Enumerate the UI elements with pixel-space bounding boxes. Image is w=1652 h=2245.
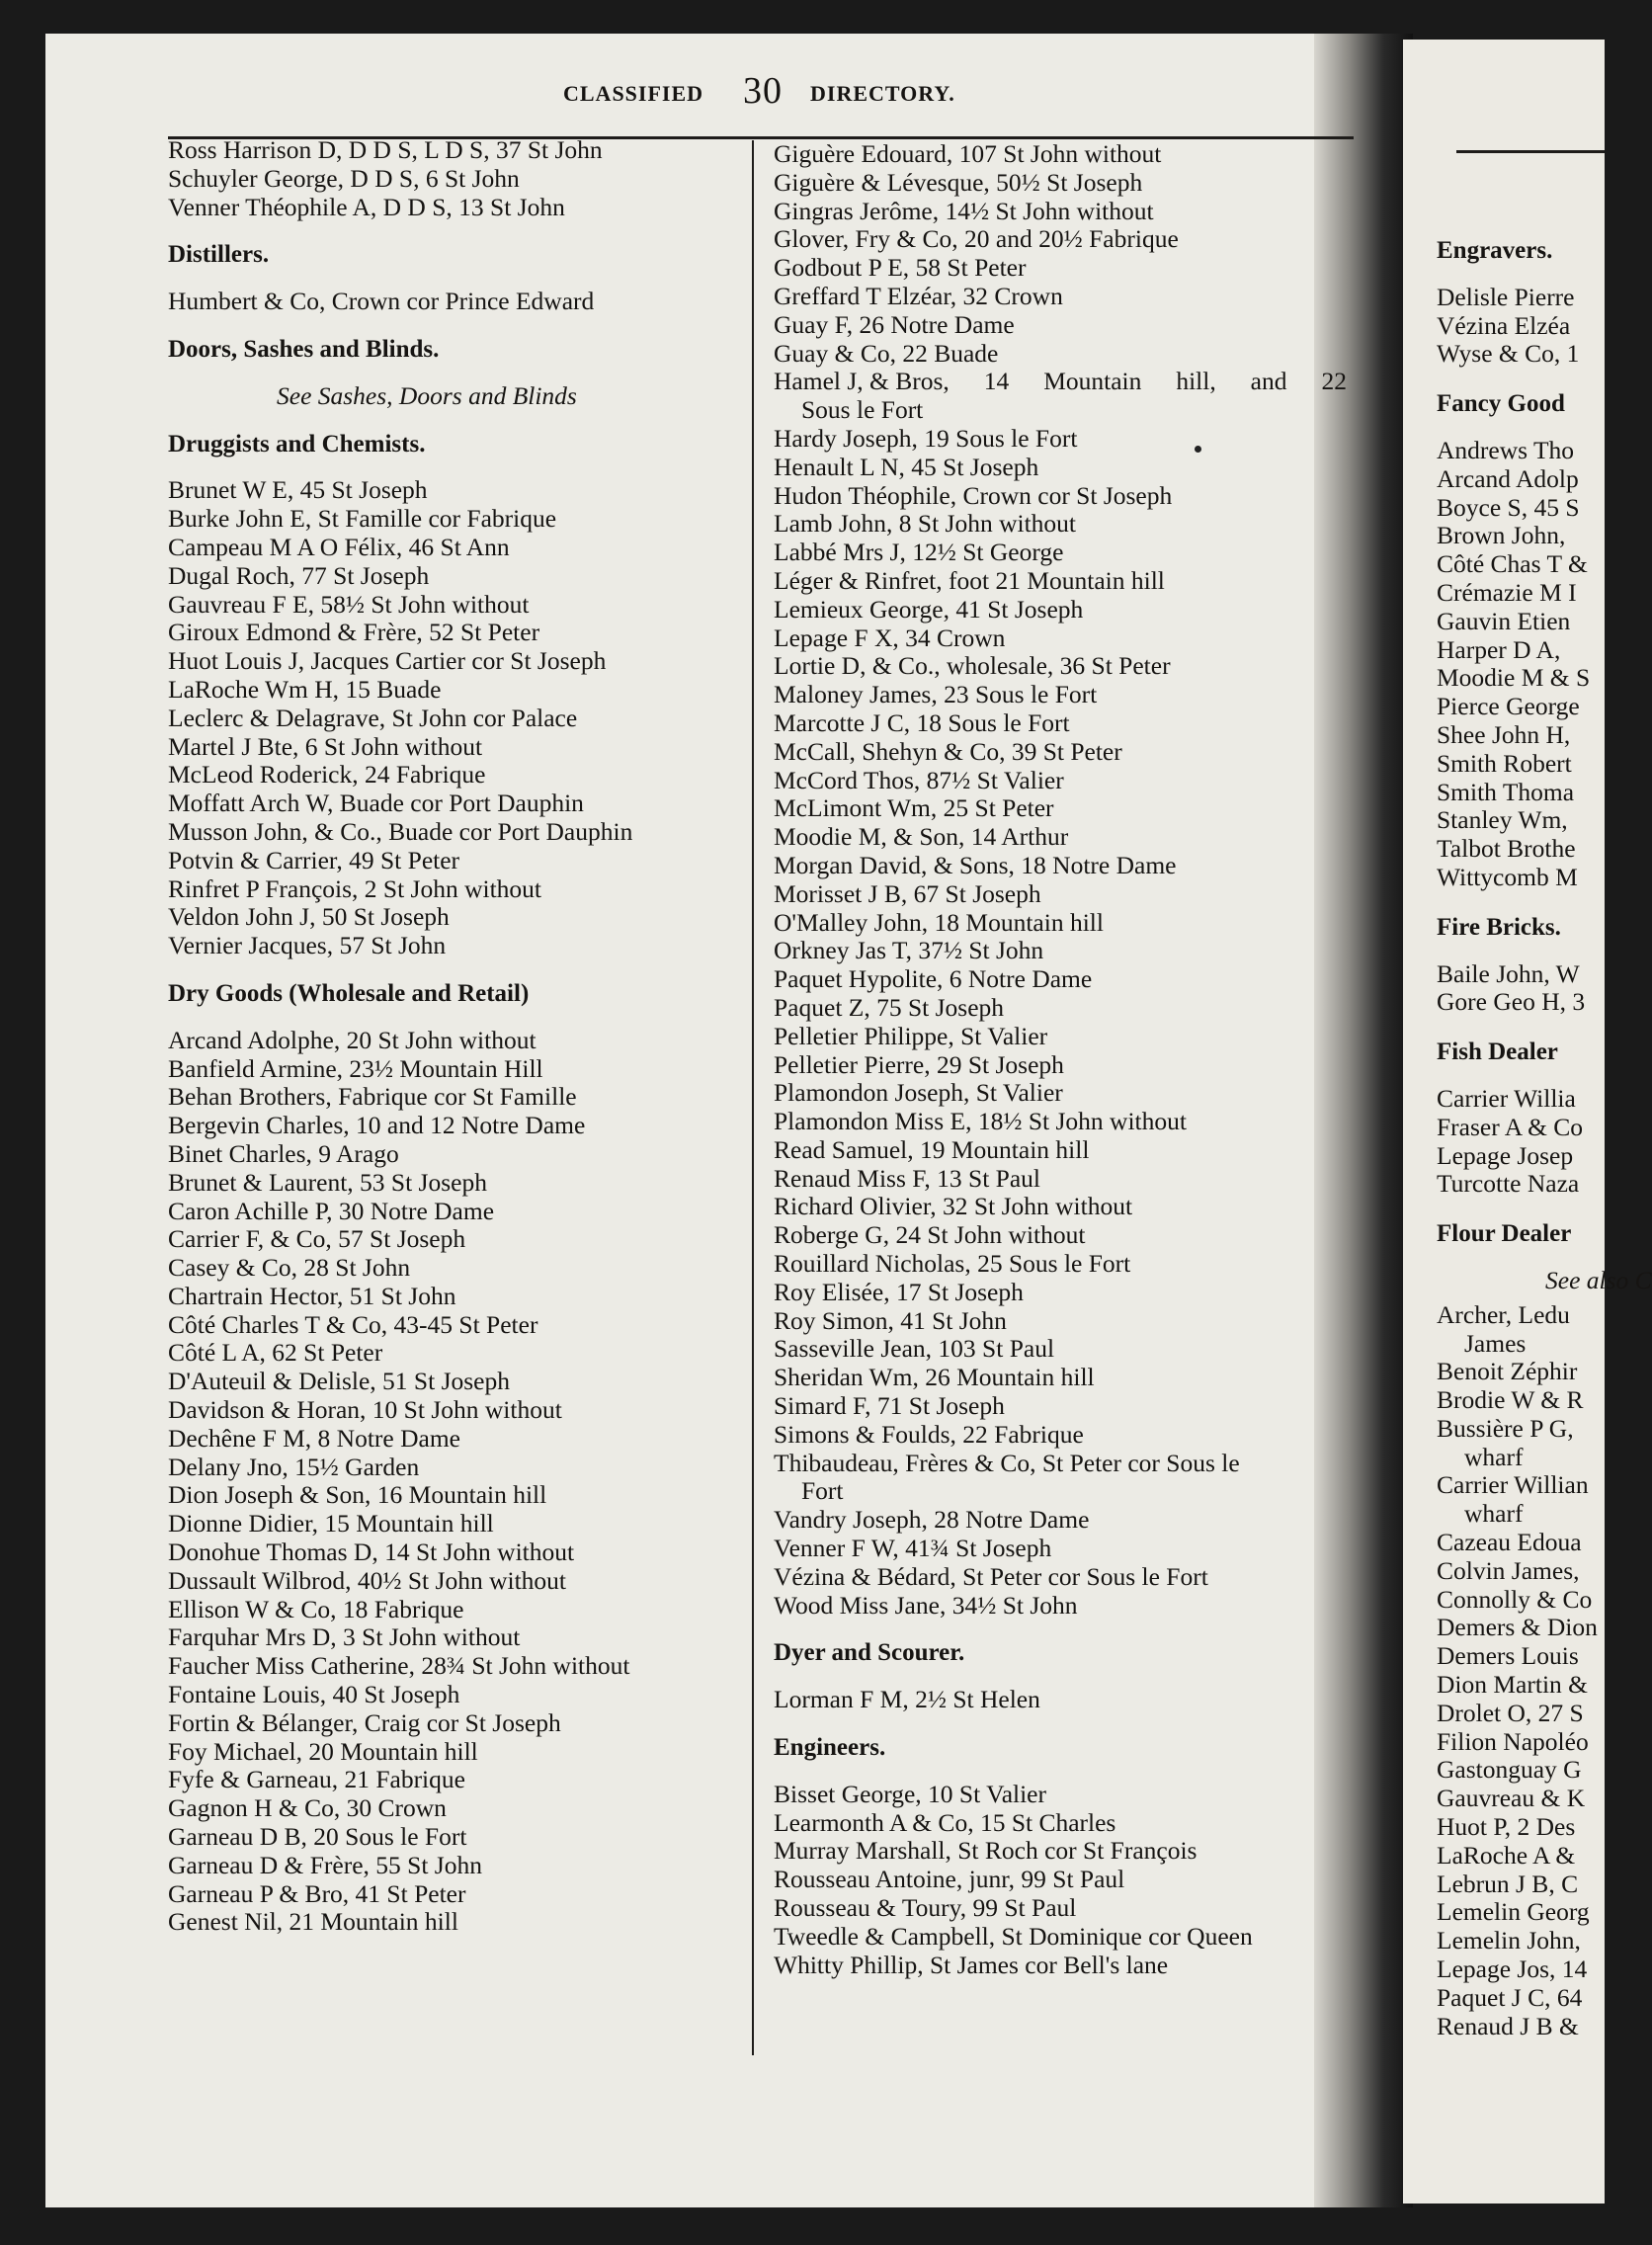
directory-entry: Caron Achille P, 30 Notre Dame — [168, 1196, 495, 1225]
column-left — [168, 136, 632, 1937]
directory-entry: Roy Elisée, 17 St Joseph — [774, 1277, 1024, 1306]
directory-entry: Léger & Rinfret, foot 21 Mountain hill — [774, 565, 1165, 595]
section-heading: Distillers. — [168, 241, 270, 269]
directory-entry: Wittycomb M — [1437, 862, 1578, 891]
directory-entry: Paquet Z, 75 St Joseph — [774, 992, 1005, 1022]
directory-entry: Huot P, 2 Des — [1437, 1812, 1576, 1842]
directory-entry: Genest Nil, 21 Mountain hill — [168, 1907, 458, 1937]
directory-entry: Sheridan Wm, 26 Mountain hill — [774, 1363, 1095, 1392]
directory-entry: Brown John, — [1437, 521, 1566, 550]
directory-entry: Lorman F M, 2½ St Helen — [774, 1685, 1040, 1714]
directory-entry: Cazeau Edoua — [1437, 1528, 1582, 1557]
directory-entry: Maloney James, 23 Sous le Fort — [774, 680, 1098, 709]
directory-entry: Carrier F, & Co, 57 St Joseph — [168, 1224, 466, 1254]
directory-entry: Farquhar Mrs D, 3 St John without — [168, 1622, 521, 1652]
directory-entry: Delisle Pierre — [1437, 282, 1575, 311]
directory-entry: D'Auteuil & Delisle, 51 St Joseph — [168, 1367, 510, 1396]
facing-header-rule — [1456, 150, 1605, 153]
directory-entry: Donohue Thomas D, 14 St John without — [168, 1538, 575, 1567]
directory-entry: Sasseville Jean, 103 St Paul — [774, 1334, 1055, 1364]
directory-entry: Plamondon Joseph, St Valier — [774, 1078, 1063, 1108]
directory-entry: Pelletier Pierre, 29 St Joseph — [774, 1049, 1064, 1079]
section-heading: Dyer and Scourer. — [774, 1639, 965, 1667]
header-left: CLASSIFIED — [563, 81, 704, 106]
print-mark — [1195, 446, 1201, 453]
directory-entry: Godbout P E, 58 St Peter — [774, 253, 1027, 283]
directory-entry: Lepage F X, 34 Crown — [774, 623, 1006, 652]
directory-entry: Labbé Mrs J, 12½ St George — [774, 538, 1064, 567]
directory-entry: McLeod Roderick, 24 Fabrique — [168, 760, 486, 790]
directory-entry: Veldon John J, 50 St Joseph — [168, 902, 450, 932]
directory-entry: Pelletier Philippe, St Valier — [774, 1021, 1048, 1050]
directory-entry: Roy Simon, 41 St John — [774, 1305, 1007, 1335]
directory-entry: Chartrain Hector, 51 St John — [168, 1281, 456, 1310]
facing-page — [1403, 40, 1652, 2203]
entry-continuation: Fort — [801, 1476, 844, 1506]
directory-entry: Greffard T Elzéar, 32 Crown — [774, 281, 1063, 310]
directory-entry: Côté L A, 62 St Peter — [168, 1338, 383, 1368]
directory-entry: Garneau D & Frère, 55 St John — [168, 1850, 482, 1879]
directory-entry: Carrier Willia — [1437, 1083, 1576, 1113]
directory-entry: Burke John E, St Famille cor Fabrique — [168, 504, 557, 534]
directory-entry: Gauvreau F E, 58½ St John without — [168, 589, 530, 619]
header-right: DIRECTORY. — [810, 81, 955, 106]
directory-entry: Lemelin Georg — [1437, 1897, 1590, 1927]
directory-entry: Simons & Foulds, 22 Fabrique — [774, 1419, 1084, 1449]
directory-entry: Archer, Ledu — [1437, 1299, 1570, 1329]
directory-entry: Talbot Brothe — [1437, 834, 1576, 864]
directory-entry: Dionne Didier, 15 Mountain hill — [168, 1509, 494, 1538]
directory-entry: Whitty Phillip, St James cor Bell's lane — [774, 1950, 1169, 1979]
directory-entry: Lemelin John, — [1437, 1926, 1581, 1955]
facing-page-column — [1437, 215, 1652, 2040]
directory-entry: Rinfret P François, 2 St John without — [168, 873, 542, 903]
directory-entry: Lepage Jos, 14 — [1437, 1954, 1588, 1984]
directory-entry: Arcand Adolp — [1437, 463, 1579, 493]
directory-entry: Bergevin Charles, 10 and 12 Notre Dame — [168, 1111, 586, 1140]
directory-entry: Dion Joseph & Son, 16 Mountain hill — [168, 1480, 547, 1510]
entry-continuation: James — [1464, 1328, 1527, 1358]
directory-entry: Plamondon Miss E, 18½ St John without — [774, 1107, 1187, 1136]
directory-entry: Shee John H, — [1437, 719, 1571, 749]
directory-entry: Baile John, W — [1437, 958, 1580, 988]
directory-entry: Binet Charles, 9 Arago — [168, 1138, 399, 1168]
directory-entry: Simard F, 71 St Joseph — [774, 1391, 1005, 1421]
directory-entry: Casey & Co, 28 St John — [168, 1253, 411, 1283]
directory-entry: Morisset J B, 67 St Joseph — [774, 878, 1041, 908]
directory-entry: Vézina & Bédard, St Peter cor Sous le Fort — [774, 1561, 1208, 1591]
directory-entry: Gauvreau & K — [1437, 1784, 1586, 1813]
directory-entry: Pierce George — [1437, 692, 1580, 721]
column-divider — [752, 140, 754, 2055]
directory-entry: Venner Théophile A, D D S, 13 St John — [168, 192, 565, 221]
directory-entry: Martel J Bte, 6 St John without — [168, 731, 483, 761]
directory-entry: Dechêne F M, 8 Notre Dame — [168, 1423, 460, 1453]
directory-entry: Ellison W & Co, 18 Fabrique — [168, 1594, 464, 1623]
directory-entry: Smith Robert — [1437, 748, 1572, 778]
directory-entry: Stanley Wm, — [1437, 805, 1568, 835]
directory-entry: Foy Michael, 20 Mountain hill — [168, 1736, 478, 1766]
directory-entry: Brodie W & R — [1437, 1385, 1584, 1415]
entry-word: Mountain — [1043, 367, 1142, 396]
directory-entry: Schuyler George, D D S, 6 St John — [168, 163, 520, 193]
directory-entry — [774, 368, 1347, 396]
entry-word: 22 — [1321, 367, 1347, 396]
directory-entry: Dugal Roch, 77 St Joseph — [168, 560, 430, 590]
directory-entry: Renaud Miss F, 13 St Paul — [774, 1163, 1040, 1193]
directory-entry: Lemieux George, 41 St Joseph — [774, 594, 1084, 624]
directory-entry: Hardy Joseph, 19 Sous le Fort — [774, 423, 1078, 453]
entry-word: Hamel J, & Bros, — [774, 367, 950, 396]
directory-entry: Giguère & Lévesque, 50½ St Joseph — [774, 167, 1143, 197]
directory-entry: Orkney Jas T, 37½ St John — [774, 936, 1044, 965]
directory-entry: Garneau D B, 20 Sous le Fort — [168, 1822, 467, 1852]
directory-entry: Filion Napoléo — [1437, 1726, 1589, 1756]
directory-entry: Guay & Co, 22 Buade — [774, 338, 999, 368]
directory-entry: Vernier Jacques, 57 St John — [168, 931, 447, 960]
directory-entry: Roberge G, 24 St John without — [774, 1220, 1086, 1250]
entry-word: hill, — [1176, 367, 1216, 396]
directory-entry: Moodie M, & Son, 14 Arthur — [774, 822, 1069, 852]
section-heading: Engravers. — [1437, 237, 1553, 264]
page-number: 30 — [743, 70, 783, 112]
section-heading: Dry Goods (Wholesale and Retail) — [168, 979, 530, 1007]
directory-entry: Lamb John, 8 St John without — [774, 509, 1077, 539]
directory-entry: Harper D A, — [1437, 634, 1561, 664]
directory-entry: Thibaudeau, Frères & Co, St Peter cor Sous le — [774, 1448, 1240, 1477]
directory-entry: Campeau M A O Félix, 46 St Ann — [168, 532, 510, 561]
directory-entry: McCord Thos, 87½ St Valier — [774, 765, 1064, 794]
directory-entry: Paquet Hypolite, 6 Notre Dame — [774, 964, 1093, 994]
directory-entry: O'Malley John, 18 Mountain hill — [774, 907, 1104, 937]
directory-entry: Bussière P G, — [1437, 1413, 1574, 1443]
directory-entry: Andrews Tho — [1437, 435, 1575, 464]
directory-entry: Bisset George, 10 St Valier — [774, 1779, 1046, 1808]
directory-entry: Learmonth A & Co, 15 St Charles — [774, 1807, 1116, 1837]
directory-entry: Vézina Elzéa — [1437, 310, 1571, 340]
directory-entry: Fortin & Bélanger, Craig cor St Joseph — [168, 1707, 561, 1737]
directory-entry: LaRoche Wm H, 15 Buade — [168, 674, 442, 704]
entry-continuation: wharf — [1464, 1499, 1524, 1529]
directory-entry: Crémazie M I — [1437, 577, 1577, 607]
directory-entry: Boyce S, 45 S — [1437, 492, 1580, 522]
directory-entry: Vandry Joseph, 28 Notre Dame — [774, 1505, 1090, 1535]
entry-continuation: Sous le Fort — [801, 395, 924, 425]
directory-entry: Marcotte J C, 18 Sous le Fort — [774, 707, 1070, 737]
directory-entry: Gore Geo H, 3 — [1437, 987, 1586, 1017]
directory-entry: Drolet O, 27 S — [1437, 1698, 1584, 1727]
directory-entry: Arcand Adolphe, 20 St John without — [168, 1025, 537, 1054]
entry-word: 14 — [983, 367, 1010, 396]
directory-entry: Leclerc & Delagrave, St John cor Palace — [168, 703, 578, 732]
directory-entry: Behan Brothers, Fabrique cor St Famille — [168, 1082, 577, 1112]
directory-entry: Lepage Josep — [1437, 1140, 1574, 1170]
directory-entry: Demers Louis — [1437, 1641, 1579, 1671]
directory-entry: Turcotte Naza — [1437, 1169, 1580, 1199]
directory-entry: Moodie M & S — [1437, 663, 1591, 693]
directory-entry: Garneau P & Bro, 41 St Peter — [168, 1878, 466, 1908]
directory-entry: Côté Chas T & — [1437, 549, 1588, 579]
directory-entry: Hudon Théophile, Crown cor St Joseph — [774, 480, 1173, 510]
directory-entry: Moffatt Arch W, Buade cor Port Dauphin — [168, 789, 584, 818]
directory-entry: Giroux Edmond & Frère, 52 St Peter — [168, 618, 540, 647]
directory-entry: Smith Thoma — [1437, 777, 1575, 806]
directory-entry: Rousseau Antoine, junr, 99 St Paul — [774, 1865, 1125, 1894]
directory-entry: Guay F, 26 Notre Dame — [774, 309, 1015, 339]
directory-entry: Benoit Zéphir — [1437, 1357, 1578, 1386]
directory-entry: Gagnon H & Co, 30 Crown — [168, 1793, 447, 1823]
entry-word: and — [1250, 367, 1287, 396]
directory-entry: Ross Harrison D, D D S, L D S, 37 St John — [168, 135, 603, 164]
directory-entry: McLimont Wm, 25 St Peter — [774, 793, 1054, 823]
section-heading: Fish Dealer — [1437, 1039, 1558, 1066]
directory-entry: Gastonguay G — [1437, 1755, 1582, 1785]
cross-reference: See Sashes, Doors and Blinds — [277, 380, 577, 410]
directory-entry: Wyse & Co, 1 — [1437, 339, 1580, 369]
directory-entry: Fontaine Louis, 40 St Joseph — [168, 1680, 460, 1709]
directory-entry: McCall, Shehyn & Co, 39 St Peter — [774, 736, 1122, 766]
cross-reference: See also C — [1545, 1265, 1652, 1294]
directory-entry: Lebrun J B, C — [1437, 1869, 1579, 1898]
directory-entry: Venner F W, 41¾ St Joseph — [774, 1534, 1052, 1563]
entry-continuation: wharf — [1464, 1442, 1524, 1471]
section-heading: Doors, Sashes and Blinds. — [168, 335, 440, 363]
section-heading: Druggists and Chemists. — [168, 430, 426, 457]
directory-entry: Giguère Edouard, 107 St John without — [774, 139, 1162, 168]
directory-entry: Demers & Dion — [1437, 1613, 1598, 1642]
directory-entry: Connolly & Co — [1437, 1584, 1593, 1614]
directory-entry: Faucher Miss Catherine, 28¾ St John without — [168, 1651, 630, 1681]
directory-entry: Gauvin Etien — [1437, 606, 1571, 635]
directory-entry: Glover, Fry & Co, 20 and 20½ Fabrique — [774, 224, 1179, 254]
directory-entry: Carrier Willian — [1437, 1470, 1589, 1500]
directory-entry: Tweedle & Campbell, St Dominique cor Queen — [774, 1921, 1253, 1951]
directory-entry: Brunet W E, 45 St Joseph — [168, 475, 428, 505]
directory-entry: Brunet & Laurent, 53 St Joseph — [168, 1167, 487, 1197]
directory-entry: Huot Louis J, Jacques Cartier cor St Joseph — [168, 646, 607, 676]
directory-entry: LaRoche A & — [1437, 1840, 1576, 1870]
directory-entry: Henault L N, 45 St Joseph — [774, 452, 1039, 481]
directory-entry: Renaud J B & — [1437, 2011, 1579, 2040]
directory-entry: Richard Olivier, 32 St John without — [774, 1192, 1133, 1221]
directory-entry: Wood Miss Jane, 34½ St John — [774, 1590, 1078, 1620]
directory-entry: Colvin James, — [1437, 1555, 1580, 1585]
column-middle — [774, 140, 1347, 1979]
directory-entry: Musson John, & Co., Buade cor Port Dauphin — [168, 816, 633, 846]
directory-entry: Dion Martin & — [1437, 1670, 1588, 1700]
directory-entry: Humbert & Co, Crown cor Prince Edward — [168, 287, 595, 316]
directory-entry: Paquet J C, 64 — [1437, 1982, 1583, 2012]
directory-entry: Côté Charles T & Co, 43-45 St Peter — [168, 1309, 538, 1339]
directory-entry: Morgan David, & Sons, 18 Notre Dame — [774, 850, 1177, 879]
directory-entry: Dussault Wilbrod, 40½ St John without — [168, 1565, 566, 1595]
section-heading: Fancy Good — [1437, 390, 1565, 418]
directory-entry: Delany Jno, 15½ Garden — [168, 1452, 420, 1481]
directory-entry: Fraser A & Co — [1437, 1112, 1584, 1141]
directory-entry: Rousseau & Toury, 99 St Paul — [774, 1893, 1077, 1923]
directory-entry: Read Samuel, 19 Mountain hill — [774, 1134, 1090, 1164]
directory-entry: Davidson & Horan, 10 St John without — [168, 1395, 562, 1425]
directory-entry: Gingras Jerôme, 14½ St John without — [774, 196, 1154, 225]
directory-entry: Potvin & Carrier, 49 St Peter — [168, 845, 460, 874]
directory-entry: Rouillard Nicholas, 25 Sous le Fort — [774, 1249, 1131, 1279]
directory-entry: Fyfe & Garneau, 21 Fabrique — [168, 1765, 465, 1794]
directory-entry: Murray Marshall, St Roch cor St François — [774, 1836, 1198, 1866]
directory-entry: Lortie D, & Co., wholesale, 36 St Peter — [774, 651, 1171, 681]
section-heading: Flour Dealer — [1437, 1220, 1572, 1248]
directory-entry: Banfield Armine, 23½ Mountain Hill — [168, 1053, 543, 1083]
section-heading: Engineers. — [774, 1734, 886, 1762]
section-heading: Fire Bricks. — [1437, 913, 1561, 941]
